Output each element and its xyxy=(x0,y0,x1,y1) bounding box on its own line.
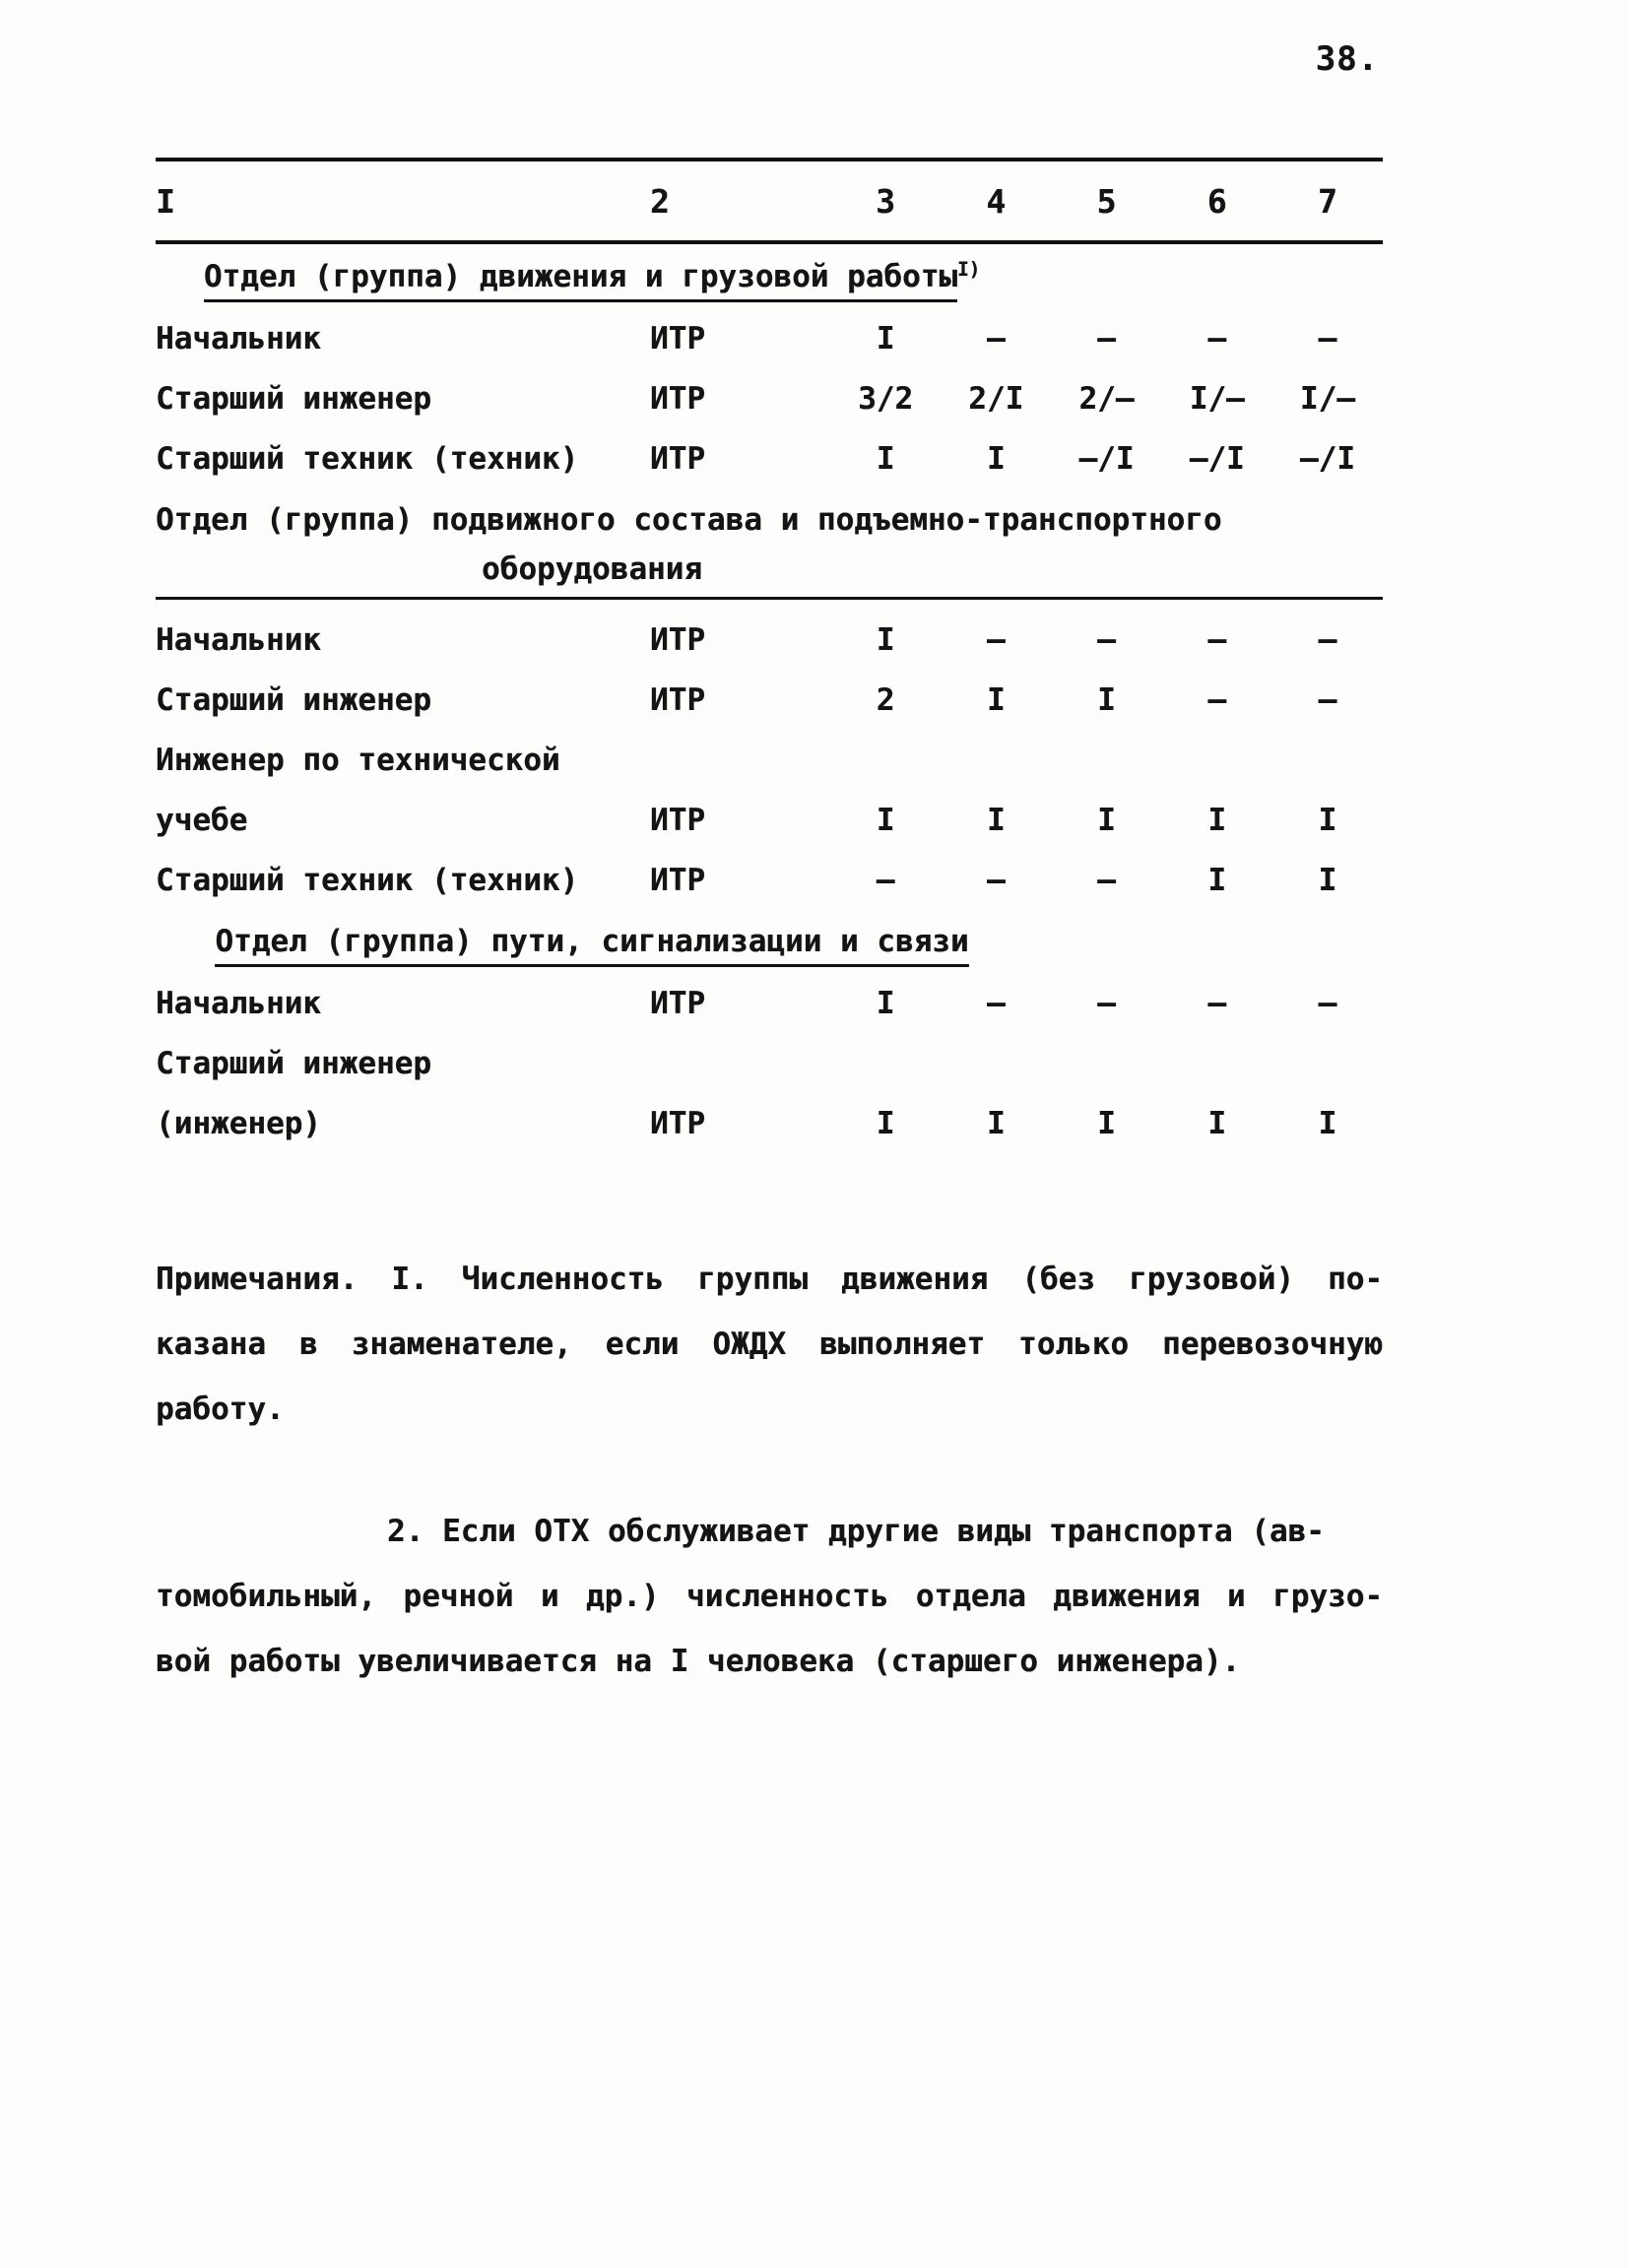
value-cell: 3/2 xyxy=(858,380,914,417)
value-cell: I xyxy=(876,1105,895,1141)
column-header: 6 xyxy=(1206,181,1227,221)
value-cell: I/– xyxy=(1299,380,1355,417)
page-number: 38. xyxy=(1315,39,1379,79)
value-cell: –/I xyxy=(1299,440,1355,477)
category: ИТР xyxy=(650,681,705,718)
position-name: Старший инженер xyxy=(156,380,431,417)
value-cell: – xyxy=(986,985,1006,1021)
category: ИТР xyxy=(650,320,705,356)
table-row xyxy=(156,428,1383,488)
table-row xyxy=(156,610,1383,670)
position-name: Старший техник (техник) xyxy=(156,862,579,898)
value-cell: I xyxy=(986,681,1006,718)
position-name: Старший инженер xyxy=(156,681,431,718)
value-cell: 2/– xyxy=(1078,380,1135,417)
category: ИТР xyxy=(650,985,705,1021)
note-line: 2. Если ОТХ обслуживает другие виды транспорта (ав- xyxy=(387,1514,1325,1550)
value-cell: 2/I xyxy=(968,380,1024,417)
category: ИТР xyxy=(650,380,705,417)
value-cell: – xyxy=(1097,621,1116,658)
table-row xyxy=(156,790,1383,850)
value-cell: – xyxy=(1097,985,1116,1021)
column-header: 2 xyxy=(650,181,670,221)
value-cell: I xyxy=(876,802,895,838)
table-header-row xyxy=(156,158,1383,244)
table-row xyxy=(156,368,1383,428)
value-cell: I xyxy=(1207,802,1227,838)
category: ИТР xyxy=(650,862,705,898)
category: ИТР xyxy=(650,440,705,477)
section-title xyxy=(156,258,1383,294)
value-cell: I xyxy=(876,621,895,658)
value-cell: I xyxy=(986,440,1006,477)
position-name: Старший техник (техник) xyxy=(156,440,579,477)
value-cell: I xyxy=(1318,802,1337,838)
value-cell: – xyxy=(1318,985,1337,1021)
table-body xyxy=(156,258,1383,1153)
value-cell: – xyxy=(1318,320,1337,356)
value-cell: – xyxy=(1318,681,1337,718)
section-title-text: оборудования xyxy=(482,551,702,588)
value-cell: I xyxy=(1207,862,1227,898)
value-cell: –/I xyxy=(1078,440,1135,477)
category: ИТР xyxy=(650,802,705,838)
footnote-marker: I) xyxy=(957,258,981,281)
column-header: 5 xyxy=(1096,181,1117,221)
value-cell: – xyxy=(1207,320,1227,356)
value-cell: – xyxy=(1207,985,1227,1021)
note-line: томобильный, речной и др.) численность отдела движения и грузо- xyxy=(156,1579,1383,1615)
position-name: Начальник xyxy=(156,320,321,356)
table-row xyxy=(156,1033,1383,1093)
value-cell: I xyxy=(986,1105,1006,1141)
category: ИТР xyxy=(650,1105,705,1141)
section-title-text: Отдел (группа) движения и грузовой работы xyxy=(204,259,957,302)
table-row xyxy=(156,850,1383,910)
position-name: Старший инженер xyxy=(156,1045,431,1081)
value-cell: I xyxy=(876,320,895,356)
note-line: казана в знаменателе, если ОЖДХ выполняет только перевозочную xyxy=(156,1327,1383,1363)
table-row xyxy=(156,973,1383,1033)
position-name: учебе xyxy=(156,802,248,838)
note-line: Примечания. I. Численность группы движения (без грузовой) по- xyxy=(156,1262,1383,1298)
section-title-text: Отдел (группа) пути, сигнализации и связи xyxy=(215,924,968,967)
value-cell: – xyxy=(1207,681,1227,718)
table-row xyxy=(156,730,1383,790)
value-cell: I xyxy=(1207,1105,1227,1141)
position-name: Начальник xyxy=(156,621,321,658)
column-header: 3 xyxy=(876,181,896,221)
category: ИТР xyxy=(650,621,705,658)
value-cell: – xyxy=(986,862,1006,898)
value-cell: I/– xyxy=(1189,380,1245,417)
value-cell: I xyxy=(1318,862,1337,898)
page-content xyxy=(156,158,1383,1694)
value-cell: – xyxy=(876,862,895,898)
position-name: Инженер по технической xyxy=(156,742,560,778)
notes-block xyxy=(156,1247,1383,1694)
column-header: 4 xyxy=(986,181,1007,221)
value-cell: I xyxy=(1097,681,1116,718)
position-name: Начальник xyxy=(156,985,321,1021)
value-cell: I xyxy=(986,802,1006,838)
value-cell: –/I xyxy=(1189,440,1245,477)
section-title xyxy=(156,924,1383,959)
note-line: работу. xyxy=(156,1392,285,1428)
value-cell: – xyxy=(1097,862,1116,898)
value-cell: – xyxy=(986,320,1006,356)
column-header: I xyxy=(156,181,175,221)
value-cell: – xyxy=(1207,621,1227,658)
column-header: 7 xyxy=(1317,181,1337,221)
section-title xyxy=(156,551,1383,600)
note-line: вой работы увеличивается на I человека (старшего инженера). xyxy=(156,1644,1241,1680)
value-cell: 2 xyxy=(876,681,895,718)
table-row xyxy=(156,1093,1383,1153)
position-name: (инженер) xyxy=(156,1105,321,1141)
table-row xyxy=(156,670,1383,730)
table-row xyxy=(156,308,1383,368)
value-cell: I xyxy=(1097,1105,1116,1141)
section-title-text: Отдел (группа) подвижного состава и подъемно-транспортного xyxy=(156,502,1222,539)
value-cell: – xyxy=(1318,621,1337,658)
value-cell: – xyxy=(986,621,1006,658)
value-cell: I xyxy=(876,440,895,477)
section-title xyxy=(156,502,1383,538)
value-cell: – xyxy=(1097,320,1116,356)
value-cell: I xyxy=(1097,802,1116,838)
value-cell: I xyxy=(876,985,895,1021)
value-cell: I xyxy=(1318,1105,1337,1141)
